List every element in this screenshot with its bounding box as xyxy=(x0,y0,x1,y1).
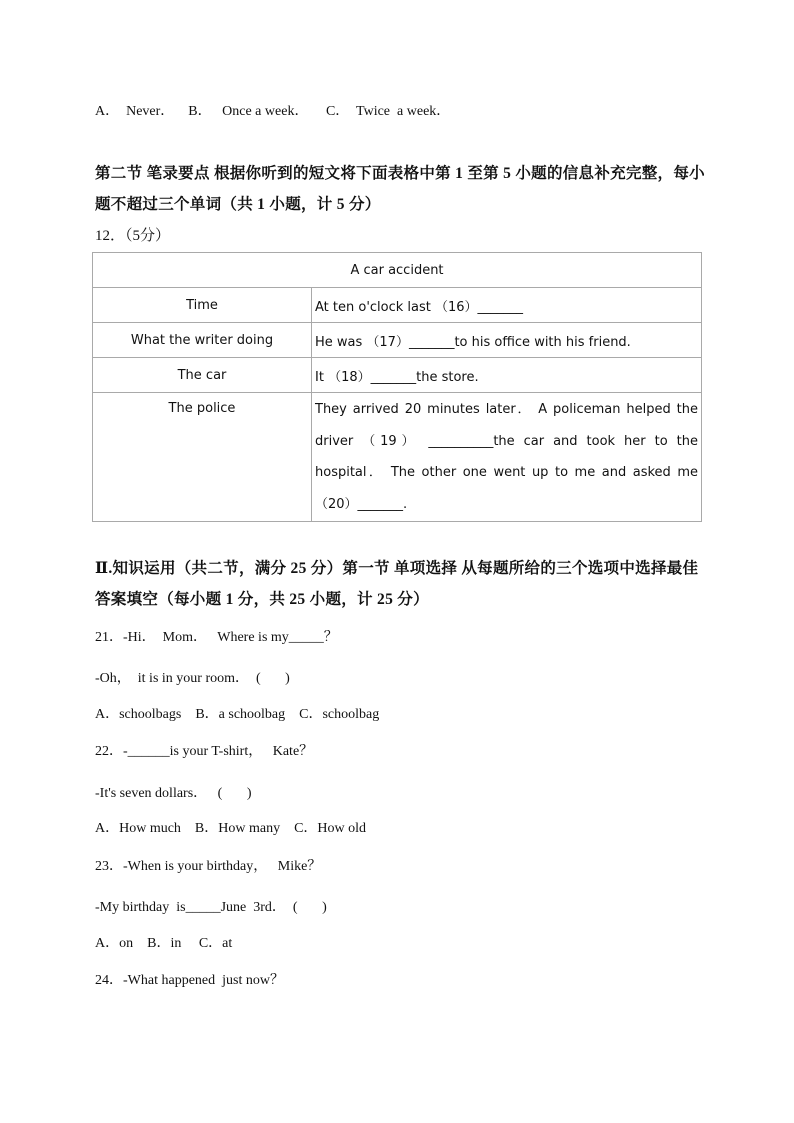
row-value-writer: He was （17）_______to his office with his friend. xyxy=(312,323,702,358)
q23-stem: 23．-When is your birthday， Mike？ xyxy=(95,859,322,874)
row-label-police: The police xyxy=(93,393,312,522)
q22-options: A．How much B．How many C．How old xyxy=(95,821,367,836)
q12-label: 12．（5分） xyxy=(95,228,171,244)
police-text: They arrived 20 minutes later． A policeman helped the driver （19） __________the car and took her to the hospital． The other one went up to me and asked me （20）_______. xyxy=(315,402,698,512)
row-label-car: The car xyxy=(93,358,312,393)
q24-stem: 24．-What happened just now？ xyxy=(95,973,284,988)
part2-heading: Ⅱ.知识运用（共二节，满分 25 分）第一节 单项选择 从每题所给的三个选项中选择最佳答案填空（每小题 1 分，共 25 小题，计 25 分） xyxy=(95,560,699,608)
q23-reply: -My birthday is_____June 3rd． ( ) xyxy=(95,900,327,915)
q21-stem: 21．-Hi． Mom． Where is my_____？ xyxy=(95,630,338,645)
table-row xyxy=(93,288,702,323)
table-row xyxy=(93,393,702,522)
q21-reply: -Oh， it is in your room． ( ) xyxy=(95,671,290,686)
table-row xyxy=(93,358,702,393)
q11-options: A． Never． B． Once a week． C． Twice a week． xyxy=(95,104,451,119)
row-label-writer: What the writer doing xyxy=(93,323,312,358)
q23-options: A．on B．in C．at xyxy=(95,936,233,951)
q21-options: A．schoolbags B．a schoolbag C．schoolbag xyxy=(95,707,380,722)
row-value-car: It （18）_______the store. xyxy=(312,358,702,393)
q22-stem: 22．-______is your T-shirt， Kate？ xyxy=(95,744,314,759)
table-row xyxy=(93,323,702,358)
q22-reply: -It's seven dollars． ( ) xyxy=(95,786,252,801)
section2-heading: 第二节 笔录要点 根据你听到的短文将下面表格中第 1 至第 5 小题的信息补充完整，每小题不超过三个单词（共 1 小题，计 5 分） xyxy=(95,165,705,213)
row-value-police xyxy=(312,393,702,522)
car-accident-table xyxy=(92,252,702,522)
table-title: A car accident xyxy=(93,253,702,288)
row-value-time: At ten o'clock last （16）_______ xyxy=(312,288,702,323)
row-label-time: Time xyxy=(93,288,312,323)
table-title-row xyxy=(93,253,702,288)
